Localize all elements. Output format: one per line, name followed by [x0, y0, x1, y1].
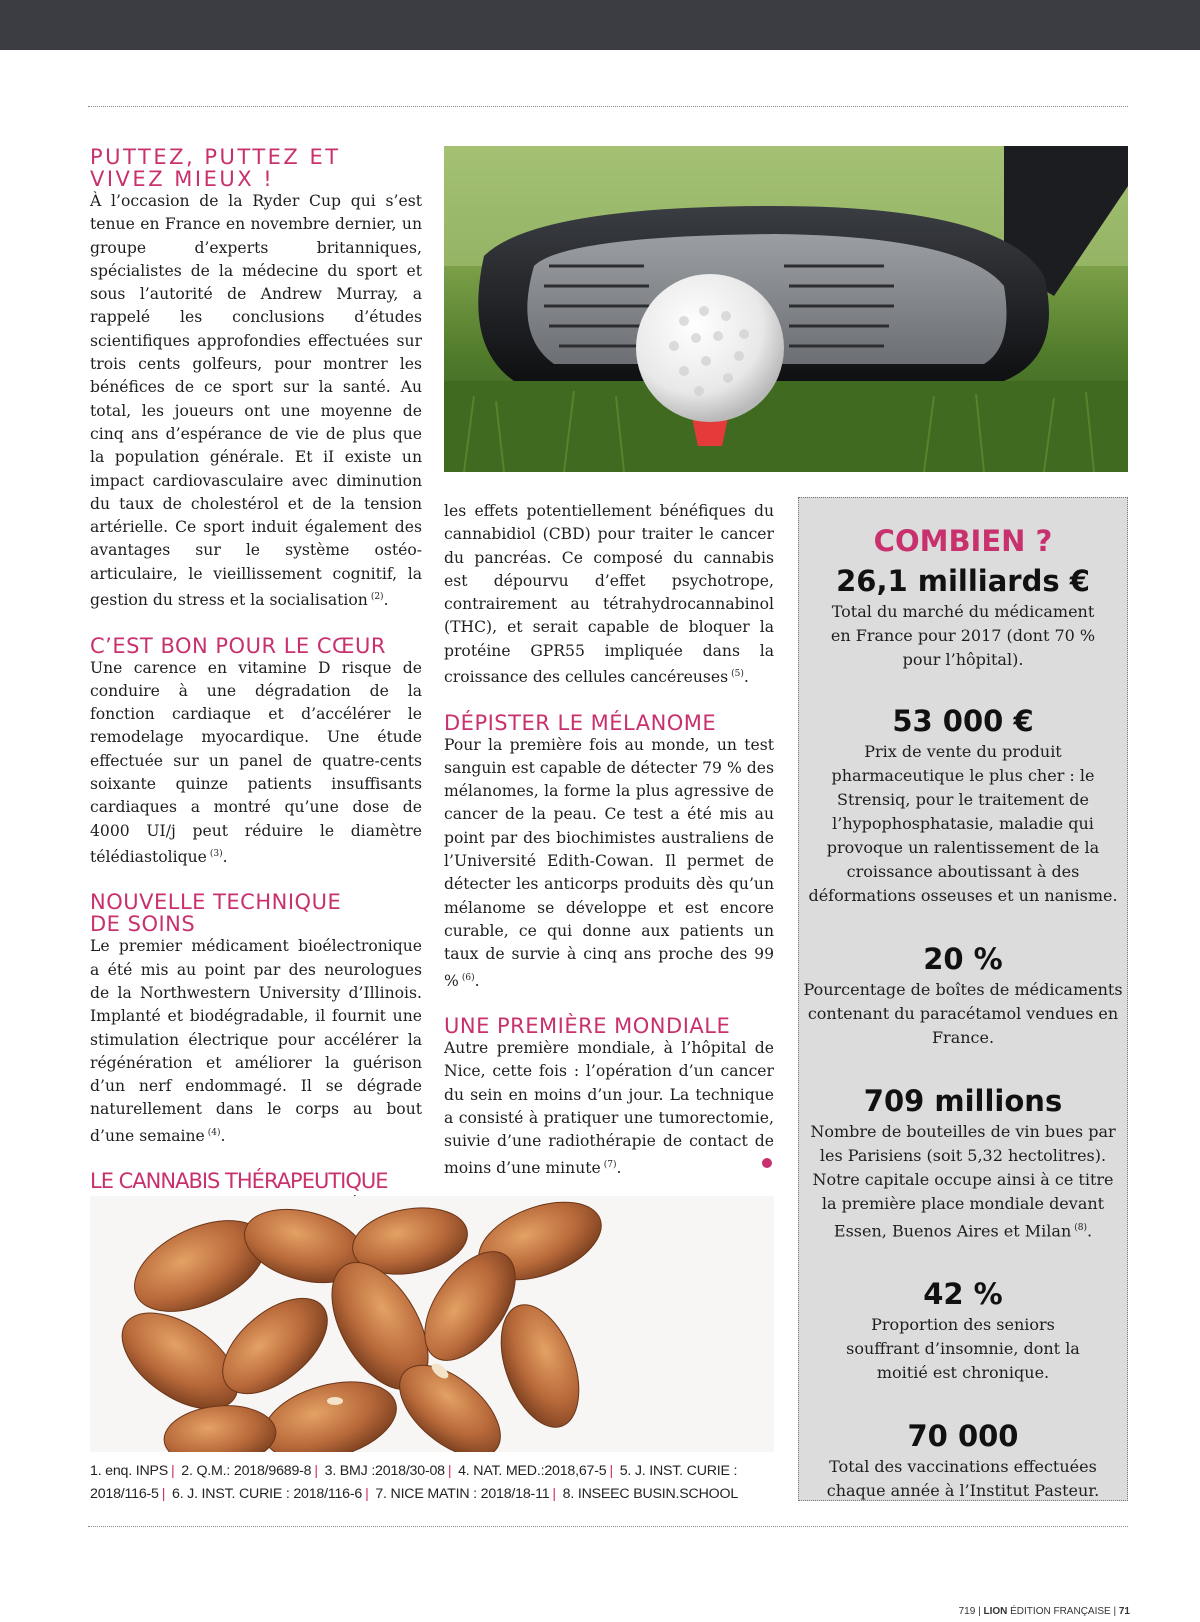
body-premiere: Autre première mondiale, à l’hôpital de Nice, cette fois : l’opération d’un cancer du sein en moins d’un jour. La technique a consisté à pratiquer une tumorectomie, suivie d’une radiothérapie de contact de moins d’une minute $^{(7)}$. — [444, 1039, 774, 1177]
stat-value: 53 000 € — [892, 704, 1034, 738]
heading-premiere: UNE PREMIÈRE MONDIALE — [444, 1014, 731, 1039]
stat-desc: Proportion des seniors souffrant d’insomnie, dont la moitié est chronique. — [846, 1315, 1080, 1383]
heading-golf: PUTTEZ, PUTTEZ ET VIVEZ MIEUX ! — [90, 145, 341, 191]
body-cannabis-cont: les effets potentiellement bénéfiques du cannabidiol (CBD) pour traiter le cancer du pancréas. Ce composé du cannabis est dépourvu d’effet psychotrope, contrairement au tétrahydrocannabinol (THC), et serait capable de bloquer la protéine GPR55 impliquée dans la croissance des cellules cancéreuses $^{(5)}$. — [444, 502, 774, 687]
body-melanome: Pour la première fois au monde, un test sanguin est capable de détecter 79 % des mélanomes, la forme la plus agressive de cancer de la peau. Ce test a été mis au point par des biochimistes australiens de l’Université Edith-Cowan. Il permet de détecter les anticorps produits dès qu’un mélanome se développe et est encore curable, ce qui donne aux patients un taux de survie à cinq ans proche des 99 % $^{(6)}$. — [444, 735, 774, 990]
stat-desc: Total du marché du médicament en France pour 2017 (dont 70 % pour l’hôpital). — [830, 602, 1096, 669]
stat-item — [799, 562, 1127, 672]
column-left — [90, 146, 422, 1261]
stat-value: 709 millions — [863, 1084, 1063, 1118]
article-golf — [90, 146, 422, 613]
article-cannabis-cont — [444, 500, 774, 690]
stat-item — [799, 1082, 1127, 1243]
body-golf: À l’occasion de la Ryder Cup qui s’est tenue en France en novembre dernier, un groupe d’experts britanniques, spécialistes de la médecine du sport et sous l’autorité de Andrew Murray, a rappelé les conclusions d’études scientifiques approfondies effectuées sur trois cents golfeurs, pour montrer les bénéfices de ce sport sur la santé. Au total, les joueurs ont une moyenne de cinq ans d’espérance de vie de plus que la population générale. Et iI existe un impact cardiovasculaire avec diminution du taux de cholestérol et de la tension artérielle. Ce sport induit également des avantages sur le système ostéo-articulaire, le vieillissement cognitif, la gestion du stress et la socialisation $^{(2)}$. — [90, 192, 422, 610]
page-number: 71 — [1118, 1606, 1130, 1617]
heading-coeur: C’EST BON POUR LE CŒUR — [90, 633, 386, 658]
golf-club-illustration — [444, 146, 1128, 472]
end-mark — [762, 1158, 772, 1168]
body-soins: Le premier médicament bioélectronique a été mis au point par des neurologues de la Northwestern University d’Illinois. Implanté et biodégradable, il fournit une stimulation électrique pour accélérer la régénération et améliorer la guérison d’un nerf endommagé. Il se dégrade naturellement dans le corps au bout d’une semaine $^{(4)}$. — [90, 937, 422, 1145]
column-middle — [444, 500, 774, 1202]
article-premiere — [444, 1015, 774, 1180]
article-melanome — [444, 712, 774, 993]
stat-desc: Nombre de bouteilles de vin bues par les Parisiens (soit 5,32 hectolitres). Notre capitale occupe ainsi à ce titre la première place mondiale devant Essen, Buenos Aires et Milan $^{(8)}$. — [810, 1122, 1116, 1241]
page-footer: 719 | LION ÉDITION FRANÇAISE | 71 — [958, 1606, 1130, 1617]
top-divider — [88, 106, 1128, 107]
heading-melanome: DÉPISTER LE MÉLANOME — [444, 710, 717, 735]
combien-sidebar — [798, 497, 1128, 1501]
article-coeur — [90, 635, 422, 870]
almonds-illustration — [90, 1196, 774, 1452]
stat-item — [799, 1417, 1127, 1503]
stat-value: 26,1 milliards € — [836, 564, 1090, 598]
stat-desc: Pourcentage de boîtes de médicaments contenant du paracétamol vendues en France. — [803, 980, 1123, 1047]
stat-value: 70 000 — [907, 1419, 1019, 1454]
heading-soins: NOUVELLE TECHNIQUE DE SOINS — [90, 890, 342, 937]
bottom-divider — [88, 1526, 1128, 1527]
article-soins — [90, 891, 422, 1148]
body-coeur: Une carence en vitamine D risque de conduire à une dégradation de la fonction cardiaque et d’accélérer le remodelage myocardique. Une étude effectuée sur un panel de quatre-cents soixante quinze patients insuffisants cardiaques a montré qu’une dose de 4000 UI/j peut réduire le diamètre télédiastolique $^{(3)}$. — [90, 658, 422, 867]
top-bar — [0, 0, 1200, 50]
stat-item — [799, 1275, 1127, 1385]
sources-list: 1. enq. INPS | 2. Q.M.: 2018/9689-8 | 3. BMJ :2018/30-08 | 4. NAT. MED.:2018,67-5 | 5. J. INST. CURIE : 2018/116-5 | 6. J. INST. CURIE : 2018/116-6 | 7. NICE MATIN : 2018/18-11 | 8. INSEEC BUSIN.SCHOOL — [90, 1463, 739, 1502]
sidebar-title: COMBIEN ? — [873, 524, 1053, 558]
stat-value: 20 % — [923, 942, 1003, 976]
heading-cannabis: LE CANNABIS THÉRAPEUTIQUE — [90, 1169, 388, 1194]
stat-item — [799, 702, 1127, 908]
stat-item — [799, 940, 1127, 1050]
stat-desc: Total des vaccinations effectuées chaque année à l’Institut Pasteur. — [826, 1457, 1100, 1501]
almonds-photo — [90, 1196, 774, 1452]
stat-value: 42 % — [923, 1277, 1003, 1312]
golf-photo — [444, 146, 1128, 472]
stat-desc: Prix de vente du produit pharmaceutique le plus cher : le Strensiq, pour le traitement de l’hypophosphatasie, maladie qui provoque un ralentissement de la croissance aboutissant à des déformations osseuses et un nanisme. — [808, 742, 1118, 905]
